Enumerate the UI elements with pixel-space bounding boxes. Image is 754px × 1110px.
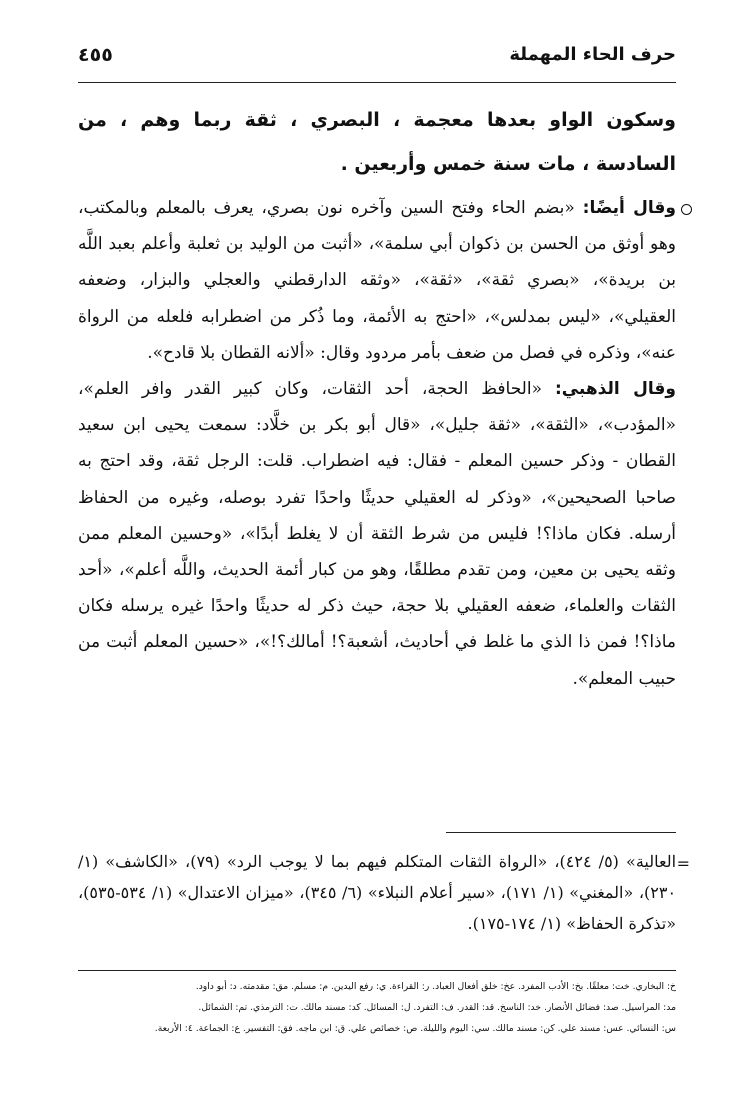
header-rule [78,82,676,83]
abbreviations-rule [78,970,676,971]
footnotes [78,846,690,939]
quotation-paragraph-2 [78,371,676,697]
speaker-label: وقال أيضًا: [582,198,676,218]
abbreviations-line: خ: البخاري. خت: معلقًا. بخ: الأدب المفرد. عخ: خلق أفعال العباد. ر: القراءة. ي: رفع اليدين. م: مسلم. مق: مقدمته. د: أبو داود. [195,981,676,992]
running-title: حرف الحاء المهملة [509,44,676,65]
abbreviations-line: س: النسائي. عس: مسند علي. كن: مسند مالك. سي: اليوم والليلة. ص: خصائص علي. ق: ابن ماجه. فق: التفسير. ع: الجماعة. ٤: الأربعة. [154,1023,676,1034]
circle-bullet-icon [681,204,692,215]
footnote-paragraph [78,846,690,939]
footnote-rule [446,832,676,833]
page-number: ٤٥٥ [78,44,113,66]
footnote-text: العالية» (٥/ ٤٢٤)، «الرواة الثقات المتكلم فيهم بما لا يوجب الرد» (٧٩)، «الكاشف» (١/ ٢٣٠)، «المغني» (١/ ١٧١)، «سير أعلام النبلاء» (٦/ ٣٤٥)، «ميزان الاعتدال» (١/ ٥٣٤-٥٣٥)، «تذكرة الحفاظ» (١/ ١٧٤-١٧٥). [78,852,677,933]
speaker-label: وقال الذهبي: [554,379,676,400]
page-header [78,36,676,76]
quotation-text: «بضم الحاء وفتح السين وآخره نون بصري، يعرف بالمعلم وبالمكتب، وهو أوثق من الحسن بن ذكوان أبي سلمة»، «أثبت من الوليد بن ثعلبة وأعلم بعبد اللَّه بن بريدة»، «بصري ثقة»، «ثقة»، «وثقه الدارقطني والعجلي والبزار، وضعفه العقيلي»، «ليس بمدلس»، «احتج به الأئمة، وما ذُكر من اضطرابه فلعله من الرواة عنه»، وذكره في فصل من ضعف بأمر مردود وقال: «ألانه القطان بلا قادح». [78,198,676,363]
abbreviations-key [78,976,676,1039]
entry-continuation: وسكون الواو بعدها معجمة ، البصري ، ثقة ربما وهم ، من السادسة ، مات سنة خمس وأربعين . [78,109,676,175]
quotations-section [78,190,676,697]
continuation-mark: = [676,854,690,873]
quotation-paragraph-1 [78,190,676,371]
quotation-text: «الحافظ الحجة، أحد الثقات، وكان كبير القدر وافر العلم»، «المؤدب»، «الثقة»، «ثقة جليل»، «قال أبو بكر بن خلَّاد: سمعت يحيى ابن سعيد القطان - وذكر حسين المعلم - فقال: فيه اضطراب. قلت: الرجل ثقة، وقد احتج به صاحبا الصحيحين»، «وذكر له العقيلي حديثًا واحدًا تفرد بوصله، وغيره من الحفاظ أرسله. فكان ماذا؟! فليس من شرط الثقة أن لا يغلط أبدًا»، «وحسين المعلم ممن وثقه يحيى بن معين، ومن تقدم مطلقًا، وهو من كبار أئمة الحديث، واللَّه أعلم»، «أحد الثقات والعلماء، ضعفه العقيلي بلا حجة، حيث ذكر له حديثًا واحدًا غيره يرسله فكان ماذا؟! فمن ذا الذي ما غلط في أحاديث، أشعبة؟! أمالك؟!»، «حسين المعلم أثبت من حبيب المعلم». [78,379,676,689]
abbreviations-line: مد: المراسيل. صد: فضائل الأنصار. خد: الناسخ. قد: القدر. ف: التفرد. ل: المسائل. كد: مسند مالك. ت: الترمذي. تم: الشمائل. [198,1002,676,1013]
